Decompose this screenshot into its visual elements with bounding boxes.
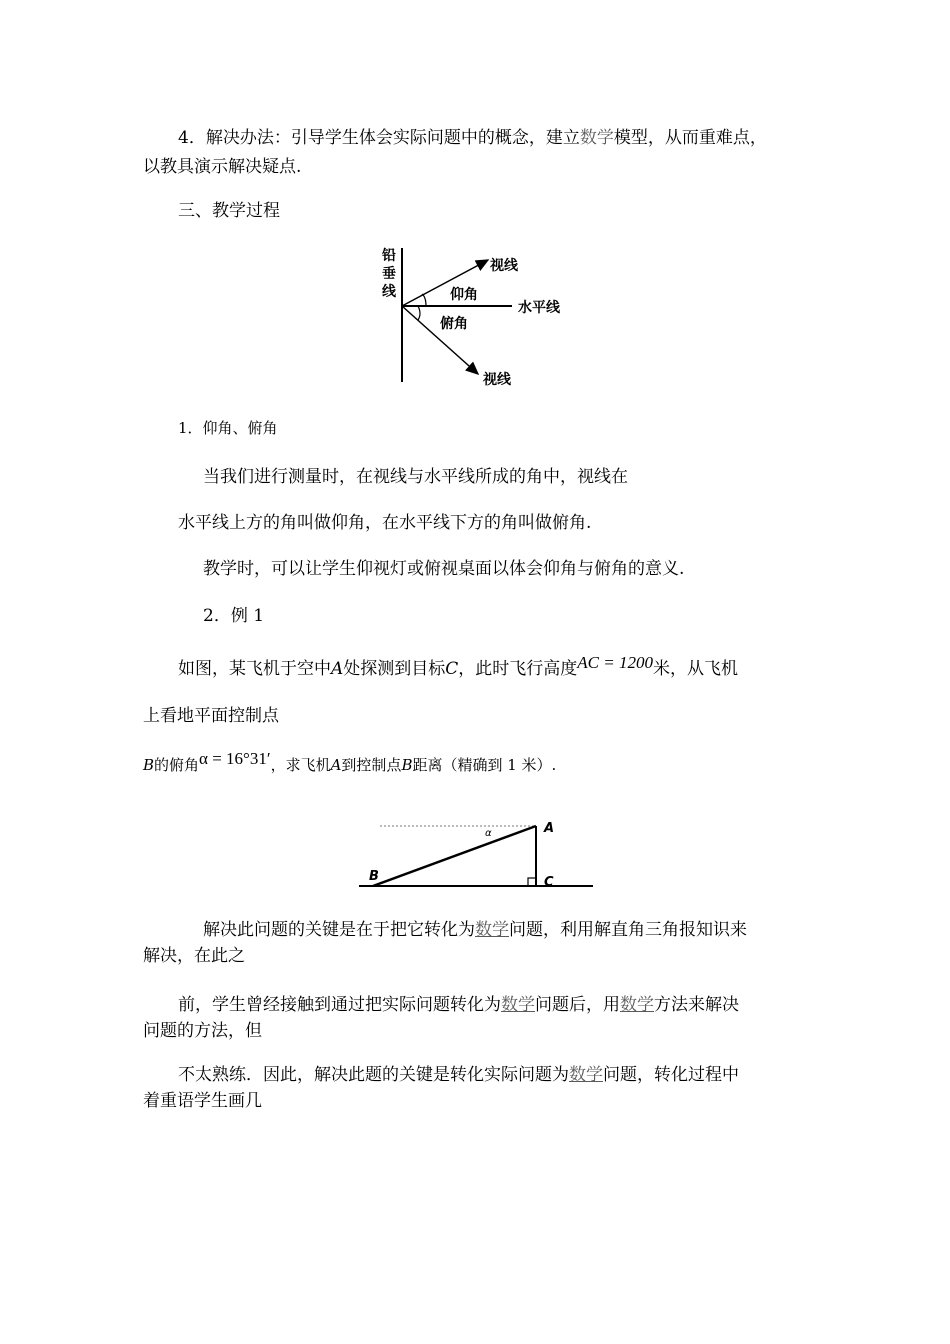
math-link[interactable]: 数学 bbox=[475, 920, 509, 940]
analysis-line5: 不太熟练．因此，解决此题的关键是转化实际问题为数学问题，转化过程中 bbox=[178, 1065, 739, 1085]
item2-title: 2．例 1 bbox=[203, 606, 265, 626]
label-A: A bbox=[544, 821, 555, 836]
math-link[interactable]: 数学 bbox=[569, 1065, 603, 1085]
right-angle-mark bbox=[528, 878, 536, 886]
label-C: C bbox=[544, 875, 554, 890]
example-line1: 如图，某飞机于空中A处探测到目标C，此时飞行高度AC = 1200米，从飞机 bbox=[178, 653, 738, 679]
math-link[interactable]: 数学 bbox=[501, 995, 535, 1015]
example-line2: 上看地平面控制点 bbox=[143, 706, 279, 726]
math-link[interactable]: 数学 bbox=[620, 995, 654, 1015]
item1-def-line1: 当我们进行测量时，在视线与水平线所成的角中，视线在 bbox=[203, 467, 628, 487]
label-alpha: α bbox=[485, 828, 492, 839]
vertical-label-1: 铅 bbox=[382, 248, 396, 264]
depression-label: 俯角 bbox=[440, 316, 468, 332]
analysis-line3: 前，学生曾经接触到通过把实际问题转化为数学问题后，用数学方法来解决 bbox=[178, 995, 739, 1015]
height-equation: AC = 1200 bbox=[577, 653, 653, 672]
analysis-line1: 解决此问题的关键是在于把它转化为数学问题，利用解直角三角报知识来 bbox=[203, 920, 747, 940]
vertical-label-2: 垂 bbox=[382, 266, 396, 282]
angle-diagram bbox=[360, 240, 590, 390]
sight-lower-label: 视线 bbox=[483, 372, 511, 388]
sight-upper-label: 视线 bbox=[490, 258, 518, 274]
item1-def-line2: 水平线上方的角叫做仰角，在水平线下方的角叫做俯角. bbox=[178, 513, 592, 533]
sec4-line2: 以教具演示解决疑点. bbox=[143, 157, 302, 177]
triangle-diagram bbox=[355, 810, 600, 895]
math-link[interactable]: 数学 bbox=[579, 128, 614, 148]
elevation-label: 仰角 bbox=[450, 287, 478, 303]
horizontal-label: 水平线 bbox=[518, 300, 560, 316]
analysis-line6: 着重语学生画几 bbox=[143, 1091, 262, 1111]
example-line3: B的俯角α = 16°31′，求飞机A到控制点B距离（精确到 1 米）. bbox=[143, 749, 557, 774]
angle-equation: α = 16°31′ bbox=[199, 749, 271, 768]
item1-title: 1．仰角、俯角 bbox=[178, 419, 278, 437]
label-B: B bbox=[369, 869, 379, 884]
hypotenuse-AB bbox=[373, 826, 536, 886]
sec4-line1: 4．解决办法：引导学生体会实际问题中的概念，建立数学模型，从而重难点， bbox=[178, 128, 767, 148]
analysis-line2: 解决，在此之 bbox=[143, 946, 245, 966]
depression-arc bbox=[418, 306, 420, 320]
item1-teach: 教学时，可以让学生仰视灯或俯视桌面以体会仰角与俯角的意义. bbox=[203, 559, 685, 579]
analysis-line4: 问题的方法，但 bbox=[143, 1021, 262, 1041]
vertical-label-3: 线 bbox=[382, 284, 396, 300]
section-heading: 三、教学过程 bbox=[178, 201, 280, 221]
